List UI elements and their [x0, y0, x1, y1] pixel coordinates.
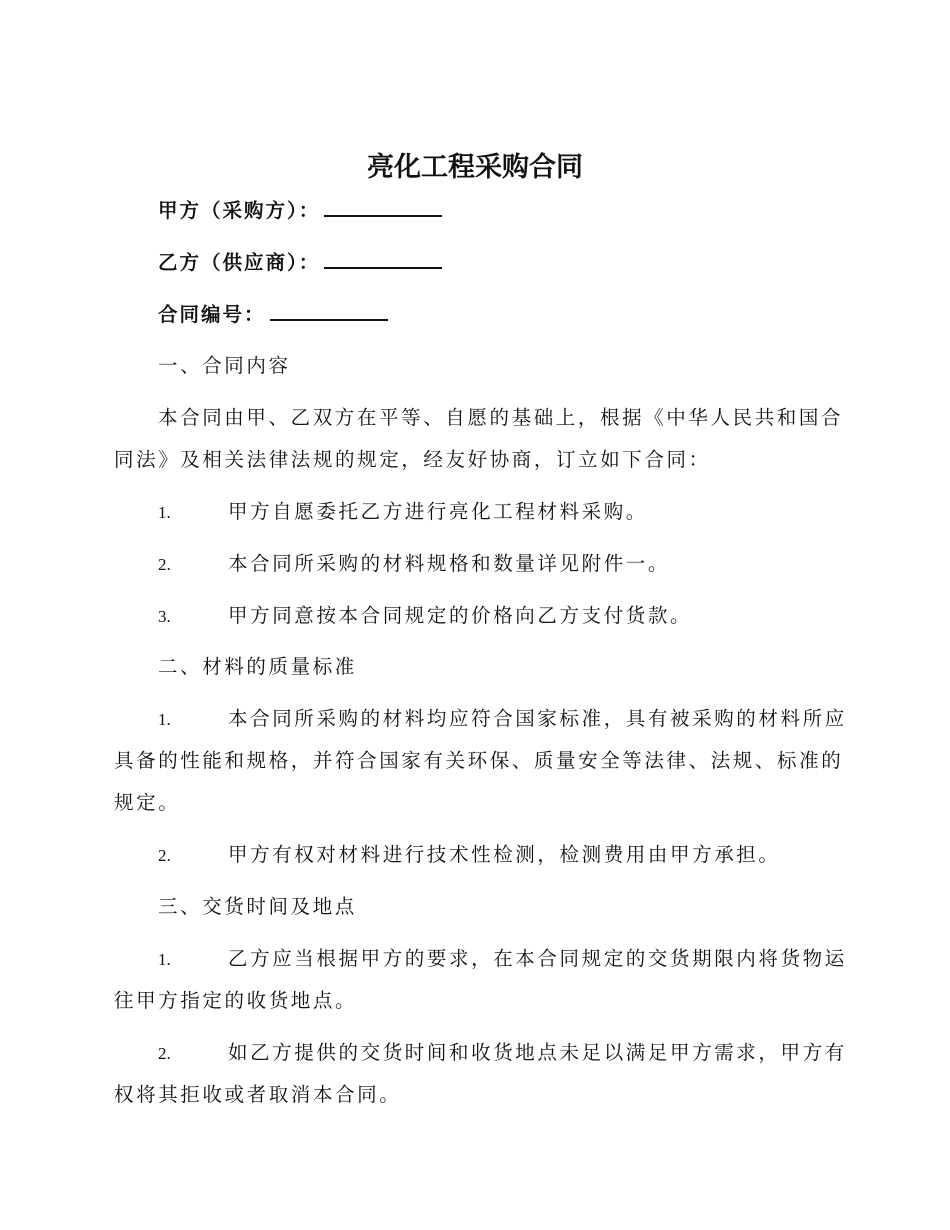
- section1-heading: 一、合同内容: [158, 354, 291, 377]
- item-text: 甲方同意按本合同规定的价格向乙方支付货款。: [228, 604, 693, 627]
- section2-item-1-line3: 规定。: [114, 791, 181, 814]
- section3-item-2-line1: [114, 1031, 878, 1075]
- document-title: 亮化工程采购合同: [367, 152, 583, 183]
- item-text: 本合同所采购的材料规格和数量详见附件一。: [228, 552, 671, 575]
- blank-contract-no[interactable]: [270, 301, 388, 321]
- field-contract-no: [114, 293, 878, 336]
- item-text: 甲方自愿委托乙方进行亮化工程材料采购。: [228, 500, 648, 523]
- field-label-party-a: 甲方（采购方）：: [158, 199, 321, 222]
- blank-party-a[interactable]: [324, 197, 442, 217]
- section2-item-2: [114, 833, 878, 877]
- item-number: 1.: [158, 950, 171, 969]
- section3-item-1-line1: [114, 937, 878, 981]
- section3-item-1-line2: 往甲方指定的收货地点。: [114, 989, 358, 1012]
- item-number: 1.: [158, 503, 171, 522]
- section1-item-3: [114, 594, 878, 638]
- section3-item-2-line2: 权将其拒收或者取消本合同。: [114, 1083, 402, 1106]
- item-number: 2.: [158, 1044, 171, 1063]
- item-number: 3.: [158, 607, 171, 626]
- section1-intro-line2: 同法》及相关法律法规的规定，经友好协商，订立如下合同：: [114, 448, 711, 471]
- section1-item-2: [114, 542, 878, 586]
- field-label-contract-no: 合同编号：: [158, 303, 266, 326]
- section2-heading: 二、材料的质量标准: [158, 655, 357, 678]
- field-label-party-b: 乙方（供应商）：: [158, 251, 321, 274]
- section1-item-1: [114, 490, 878, 534]
- field-party-b: [114, 241, 878, 284]
- item-number: 2.: [158, 555, 171, 574]
- item-text: 乙方应当根据甲方的要求，在本合同规定的交货期限内将货物运: [228, 947, 847, 970]
- item-number: 2.: [158, 846, 171, 865]
- section2-item-1-line1: [114, 697, 878, 741]
- section1-intro-line1: 本合同由甲、乙双方在平等、自愿的基础上，根据《中华人民共和国合: [158, 406, 844, 429]
- blank-party-b[interactable]: [324, 249, 442, 269]
- item-text: 如乙方提供的交货时间和收货地点未足以满足甲方需求，甲方有: [228, 1041, 847, 1064]
- section2-item-1-line2: 具备的性能和规格，并符合国家有关环保、质量安全等法律、法规、标准的: [114, 749, 844, 772]
- field-party-a: [114, 189, 878, 232]
- item-number: 1.: [158, 710, 171, 729]
- item-text: 本合同所采购的材料均应符合国家标准，具有被采购的材料所应: [228, 707, 847, 730]
- section3-heading: 三、交货时间及地点: [158, 895, 357, 918]
- item-text: 甲方有权对材料进行技术性检测，检测费用由甲方承担。: [228, 843, 781, 866]
